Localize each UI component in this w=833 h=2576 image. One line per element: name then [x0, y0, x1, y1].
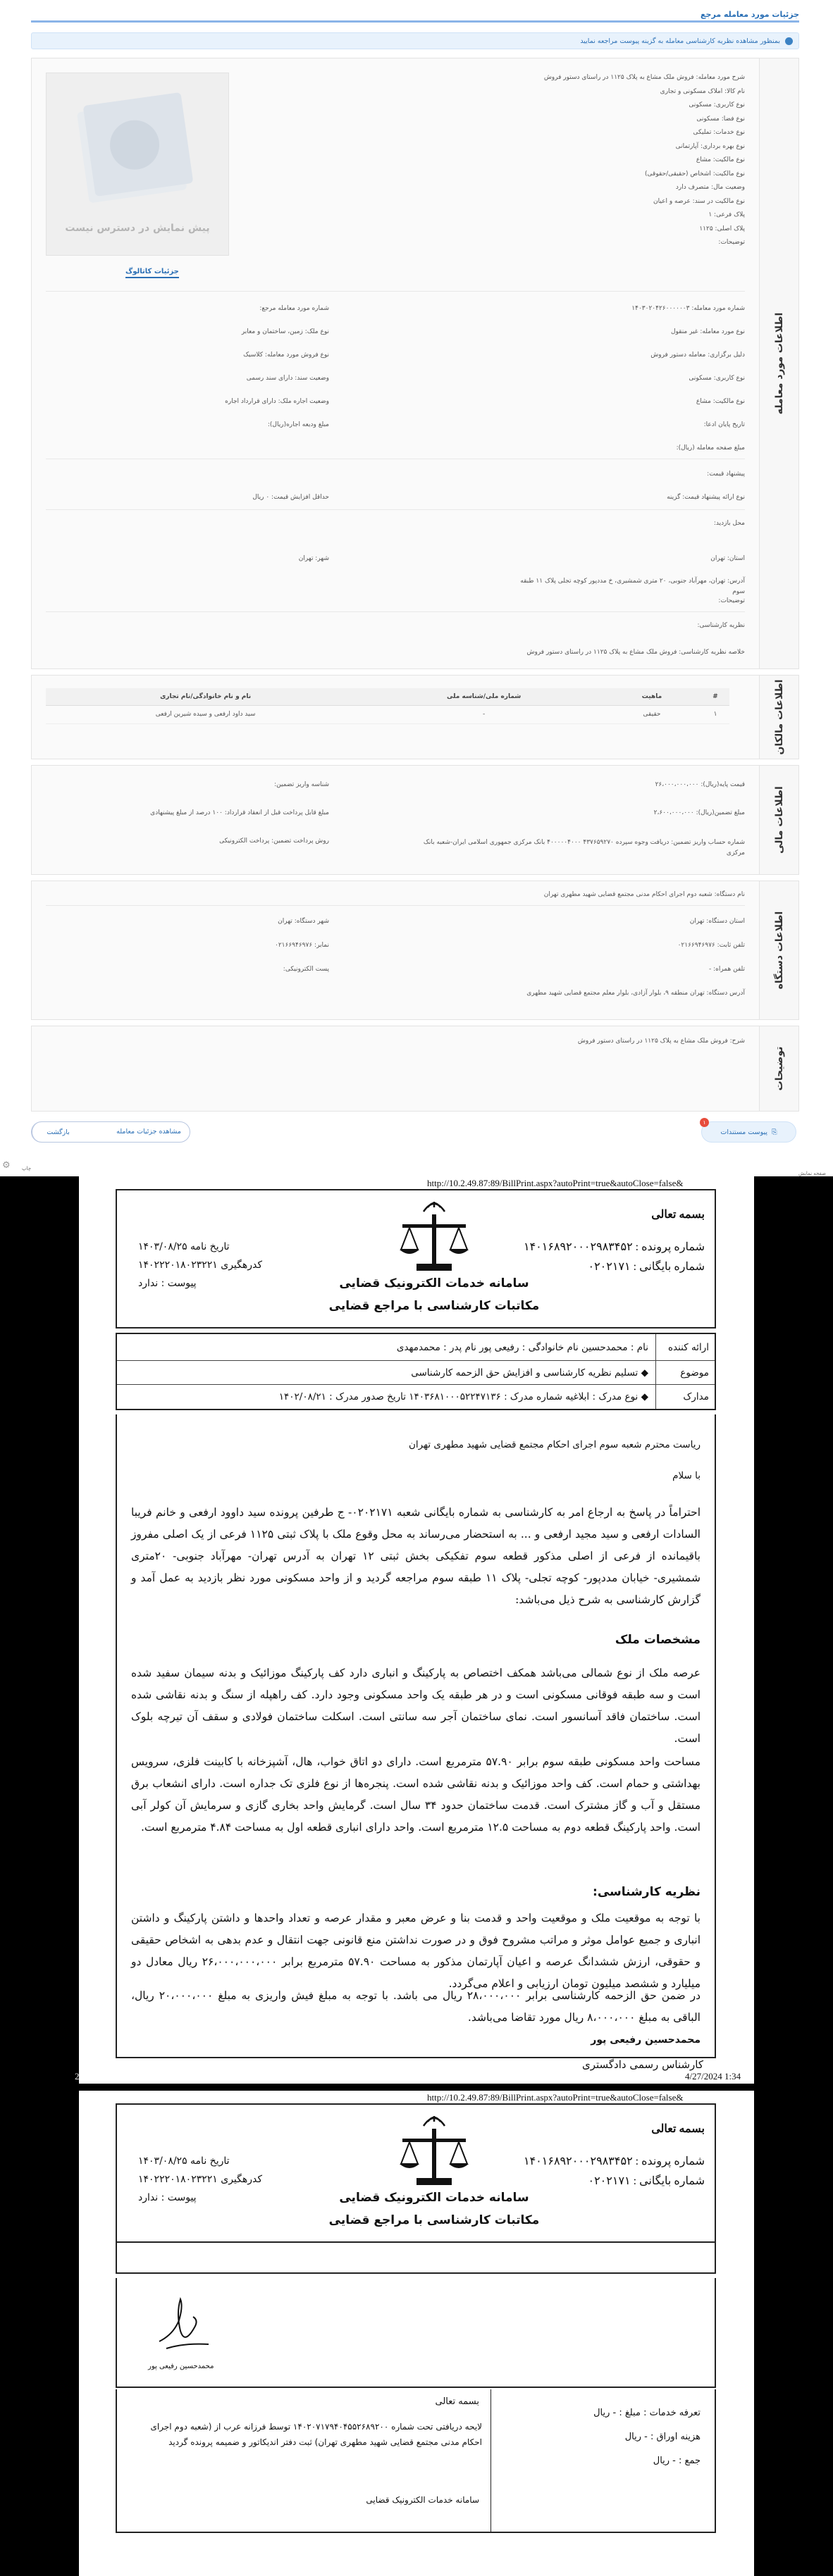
- basmala: بسمه تعالی: [651, 1209, 705, 1221]
- justice-emblem-icon: [395, 1199, 473, 1276]
- table-cell: ۱: [701, 705, 729, 723]
- intro-paragraph: احتراماً در پاسخ به ارجاع امر به کارشناسی به شماره بایگانی شعبه ۰۲۰۲۱۷۱- ج طرفین پرونده سید داوود ارفعی و خانم فریبا السادات ارفعی و سید مجید ارفعی و ... به استحضار می‌رساند به محل وقوع ملک با پلاک ثبتی ۱۱۲۵ فرعی از یک اصلی مفروز باقیمانده از فرعی از اصلی مذکور قطعه سوم تفکیکی بخش ثبتی ۱۲ تهران به آدرس تهران- مهرآباد جنوبی- ۲۰متری شمشیری- خیابان مددپور- کوچه تجلی- پلاک ۱۱ طبقه سوم مراجعه گردید و از واحد مسکونی مورد نظر بازدید به عمل آمد و گزارش کارشناسی به شرح ذیل می‌باشد:: [131, 1506, 701, 1606]
- office-field: آدرس دستگاه: تهران منطقه ۹، بلوار آزادی، بلوار معلم مجتمع قضایی شهید مطهری: [526, 990, 745, 997]
- signer-title: کارشناس رسمی دادگستری: [581, 2058, 703, 2071]
- attachments-count-badge: ۱: [700, 1118, 709, 1127]
- basmala: بسمه تعالی: [651, 2123, 705, 2135]
- print-time: 4/27/2024 1:34: [685, 2071, 741, 2082]
- deal-field: وضعیت اجاره ملک: دارای قرارداد اجاره: [225, 398, 329, 405]
- office-field: پست الکترونیکی:: [283, 966, 329, 973]
- fee-amount: تعرفه خدمات : مبلغ : - ریال: [593, 2408, 701, 2418]
- expert-label: نظریه کارشناسی:: [697, 622, 745, 629]
- deal-field: تاریخ پایان ادعا:: [703, 421, 745, 428]
- deal-field: نوع کاربری: مسکونی: [689, 101, 745, 108]
- receipt-box: [116, 2389, 716, 2533]
- visit-city: شهر: تهران: [298, 555, 329, 562]
- finance-field: مبلغ قابل پرداخت قبل از انعقاد قرارداد: ۱۰۰ درصد از مبلغ پیشنهادی: [150, 809, 329, 816]
- owners-section: [31, 675, 799, 759]
- column-header: ماهیت: [603, 688, 701, 705]
- letter-date: تاریخ نامه ۱۴۰۳/۰۸/۲۵: [138, 1241, 230, 1252]
- deal-field: نوع بهره برداری: آپارتمانی: [675, 142, 745, 150]
- attachment-status: پیوست : ندارد: [138, 1278, 197, 1289]
- settings-icon[interactable]: ⚙: [2, 1160, 11, 1171]
- deal-field: شماره مورد معامله مرجع:: [259, 305, 329, 312]
- deal-field: نام کالا: املاک مسکونی و تجاری: [660, 87, 745, 95]
- specs-paragraph: عرصه ملک از نوع شمالی می‌باشد همکف اختصاص به پارکینگ و انباری دارد کف پارکینگ موزائیک و بدنه سیمان سفید شده است و سه طبقه فوقانی مسکونی است و در هر طبقه یک واحد مسکونی وجود دارد. کف راهپله از سنگ و بدنه نقاشی شده است. ساختمان فاقد آسانسور است. نمای ساختمان آجر سه سانتی است. اسکلت ساختمان فولادی و سقف آن تیرچه بلوک است.: [131, 1667, 701, 1745]
- proposal-label: پیشنهاد قیمت:: [707, 471, 745, 478]
- opinion-heading: نظریه کارشناسی:: [593, 1885, 701, 1899]
- print-url: http://10.2.49.87:89/BillPrint.aspx?autoPrint=true&autoClose=false&: [427, 1178, 684, 1188]
- finance-field: روش پرداخت تضمین: پرداخت الکترونیکی: [219, 838, 329, 845]
- deal-field: نوع کاربری: مسکونی: [689, 375, 745, 382]
- image-placeholder: پیش نمایش در دسترس نیست: [46, 73, 229, 256]
- file-number: شماره پرونده : ۱۴۰۱۶۸۹۲۰۰۰۲۹۸۳۴۵۲: [523, 2155, 705, 2167]
- deal-field: وضعیت سند: دارای سند رسمی: [246, 375, 329, 382]
- finance-field: شناسه واریز تضمین:: [274, 781, 329, 788]
- page-title: جزئیات مورد معامله مرجع: [701, 10, 799, 19]
- deal-info-section: [31, 58, 799, 669]
- section-label: اطلاعات مالکان: [759, 676, 798, 759]
- section-label: توضیحات: [759, 1026, 798, 1111]
- print-url: http://10.2.49.87:89/BillPrint.aspx?autoPrint=true&autoClose=false&: [427, 2092, 684, 2103]
- letter-meta-grid: [116, 1333, 716, 1410]
- description-text: شرح: فروش ملک مشاع به پلاک ۱۱۲۵ در راستای دستور فروش: [577, 1038, 745, 1045]
- signer-name: محمدحسین رفیعی پور: [591, 2034, 701, 2046]
- document-viewer[interactable]: [0, 1176, 833, 2576]
- letter-page-1: [75, 1176, 754, 2084]
- documents-value: ◆ نوع مدرک : ابلاغیه شماره مدرک : ۱۴۰۳۶۸۱۰۰۰۵۲۲۴۷۱۳۶ تاریخ صدور مدرک : ۱۴۰۲/۰۸/۲۱: [278, 1391, 648, 1402]
- submitter-value: نام : محمدحسین نام خانوادگی : رفیعی پور نام پدر : محمدمهدی: [396, 1341, 648, 1353]
- deal-details-page: [0, 0, 833, 1176]
- unit-paragraph: مساحت واحد مسکونی طبقه سوم برابر ۵۷.۹۰ مترمربع است. دارای دو اتاق خواب، هال، آشپزخانه با کابینت فلزی، سرویس بهداشتی و حمام است. کف واحد موزائیک و بدنه نقاشی شده است. پنجره‌ها از نوع فلزی تک جداره است. دارای انشعاب برق مستقل و آب و گاز مشترک است. قدمت ساختمان حدود ۳۴ سال است. گرمایش واحد بخاری گازی و سرمایش آن کولر آبی است. واحد پارکینگ قطعه دوم به مساحت ۱۲.۵ مترمربع است. واحد دارای انباری قطعه اول به مساحت ۴.۸۴ مترمربع است.: [131, 1755, 701, 1834]
- expert-summary: خلاصه نظریه کارشناسی: فروش ملک مشاع به پلاک ۱۱۲۵ در راستای دستور فروش: [526, 649, 745, 656]
- letter-header: [116, 2103, 716, 2243]
- visit-province: استان: تهران: [710, 555, 745, 562]
- info-icon: [785, 37, 793, 45]
- no-image-icon: [83, 92, 194, 197]
- view-details-button[interactable]: مشاهده جزئیات معامله: [116, 1128, 181, 1135]
- column-header: نام و نام خانوادگی/نام تجاری: [46, 688, 365, 705]
- opinion-paragraph: با توجه به موقعیت ملک و موقعیت واحد و قدمت بنا و عرض معبر و مقدار عرصه و تعداد واحدها و داشتن پارکینگ و داشتن انباری و جمیع عوامل موثر و مراتب مشروح فوق و در صورت نداشتن منع قانونی جهت انتقال و عدم بدهی به اشخاص حقیقی و حقوقی، ارزش ششدانگ عرصه و اعیان آپارتمان مذکور به مساحت ۵۷.۹۰ مترمربع برابر ۲۶،۰۰۰،۰۰۰،۰۰۰ ریال معادل دو میلیارد و ششصد میلیون تومان ارزیابی و اعلام می‌گردد.: [131, 1912, 701, 1990]
- tracking-code: کدرهگیری ۱۴۰۲۲۲۰۱۸۰۲۳۲۲۱: [138, 2174, 263, 2185]
- archive-number: شماره بایگانی : ۰۲۰۲۱۷۱: [588, 1261, 705, 1273]
- org-name: سامانه خدمات الکترونیک قضایی: [339, 1276, 529, 1290]
- deal-field: نوع مالکیت: اشخاص (حقیقی/حقوقی): [645, 170, 745, 178]
- finance-section: [31, 765, 799, 875]
- deal-field: دلیل برگزاری: معامله دستور فروش: [650, 351, 745, 359]
- catalog-details-link[interactable]: جزئیات کاتالوگ: [125, 268, 179, 278]
- min-increase: حداقل افزایش قیمت: ۰ ریال: [252, 494, 329, 501]
- signature-name: محمدحسین رفیعی پور: [148, 2363, 214, 2370]
- section-label: اطلاعات مورد معامله: [759, 58, 798, 668]
- table-row: [46, 705, 729, 723]
- office-field: تلفن همراه: -: [708, 966, 745, 973]
- blank-row: [116, 2243, 716, 2274]
- column-header: شماره ملی/شناسه ملی: [365, 688, 603, 705]
- letter-body: [116, 1414, 716, 2058]
- office-section: [31, 881, 799, 1020]
- corner-label: چاپ: [22, 1166, 32, 1171]
- greeting: با سلام: [672, 1470, 701, 1481]
- deal-field: پلاک فرعی: ۱: [708, 211, 745, 218]
- letter-page-2: [79, 2091, 754, 2576]
- visit-address: آدرس: تهران، مهرآباد جنوبی، ۲۰ متری شمشیری، خ مددپور کوچه تجلی پلاک ۱۱ طبقه سوم: [520, 578, 745, 595]
- deal-field: شماره مورد معامله: ۱۴۰۳۰۲۰۴۲۶۰۰۰۰۰۰۳: [631, 305, 745, 312]
- specs-heading: مشخصات ملک: [615, 1633, 701, 1647]
- org-subtitle: مکاتبات کارشناسی با مراجع قضایی: [328, 2213, 540, 2227]
- subject-value: ◆ تسلیم نظریه کارشناسی و افزایش حق الزحمه کارشناسی: [411, 1367, 648, 1379]
- alert-text: بمنظور مشاهده نظریه کارشناسی معامله به گزینه پیوست مراجعه نمایید: [580, 37, 780, 45]
- paperclip-icon: ⎘: [772, 1128, 777, 1136]
- paper-fee: هزینه اوراق : - ریال: [624, 2432, 701, 2442]
- page-number: 2: [75, 2071, 80, 2082]
- section-label: اطلاعات مالی: [759, 766, 798, 874]
- attachment-status: پیوست : ندارد: [138, 2192, 197, 2203]
- table-cell: سید داود ارفعی و سیده شیرین ارفعی: [46, 705, 365, 723]
- deal-field: مبلغ صفحه معامله (ریال):: [676, 444, 745, 452]
- deal-field: نوع مالکیت در سند: عرصه و اعیان: [653, 197, 745, 205]
- page-header: [31, 7, 799, 23]
- deal-field: نوع مورد معامله: غیر منقول: [670, 328, 745, 335]
- proposal-type: نوع ارائه پیشنهاد قیمت: گزینه: [667, 494, 745, 501]
- deal-field: نوع فروش مورد معامله: کلاسیک: [243, 351, 329, 359]
- salutation: ریاست محترم شعبه سوم اجرای احکام مجتمع قضایی شهید مطهری تهران: [409, 1439, 701, 1450]
- total-fee: جمع : - ریال: [653, 2456, 701, 2466]
- deal-field: نوع مالکیت: مشاع: [696, 398, 745, 405]
- submitter-label: ارائه کننده: [655, 1334, 715, 1360]
- address-desc: توضیحات:: [718, 597, 745, 604]
- office-field: تلفن ثابت: ۰۲۱۶۶۹۴۶۹۷۶: [677, 942, 745, 949]
- office-field: شهر دستگاه: تهران: [278, 918, 329, 925]
- description-section: [31, 1026, 799, 1112]
- visit-label: محل بازدید:: [713, 520, 745, 527]
- documents-label: مدارک: [655, 1385, 715, 1409]
- tracking-code: کدرهگیری ۱۴۰۲۲۲۰۱۸۰۲۳۲۲۱: [138, 1259, 263, 1271]
- handwritten-signature: [152, 2292, 216, 2356]
- office-field: نمابر: ۰۲۱۶۶۹۴۶۹۷۶: [274, 942, 329, 949]
- finance-field: شماره حساب واریز تضمین: دریافت وجوه سپرده ۴۳۷۶۵۹۲۷۰ ۴۰۰۰۰۰۴۰۰۰ بانک مرکزی جمهوری اسلامی ایران-شعبه بانک مرکزی: [423, 839, 745, 857]
- office-field: استان دستگاه: تهران: [689, 918, 745, 925]
- signature-box: [116, 2278, 716, 2388]
- attachments-button[interactable]: ۱ ⎘ پیوست مستندات: [701, 1121, 796, 1143]
- deal-field: نوع خدمات: تملیکی: [693, 129, 745, 136]
- table-cell: -: [365, 705, 603, 723]
- deal-field: مبلغ ودیعه اجاره(ریال):: [267, 421, 329, 428]
- justice-emblem-icon: [395, 2113, 473, 2191]
- deal-field: شرح مورد معامله: فروش ملک مشاع به پلاک ۱۱۲۵ در راستای دستور فروش: [543, 74, 745, 81]
- deal-field: نوع ملک: زمین، ساختمان و معابر: [241, 328, 329, 335]
- finance-field: قیمت پایه(ریال): ۲۶،۰۰۰،۰۰۰،۰۰۰: [655, 781, 745, 788]
- org-name: سامانه خدمات الکترونیک قضایی: [339, 2191, 529, 2205]
- return-button[interactable]: بازگشت: [32, 1122, 84, 1142]
- deal-field: وضعیت مال: متصرف دارد: [675, 184, 745, 191]
- receipt-org: سامانه خدمات الکترونیک قضایی: [366, 2495, 479, 2505]
- receipt-title: بسمه تعالی: [435, 2396, 479, 2407]
- edge-label: صفحه نمایش: [798, 1171, 826, 1176]
- section-label: اطلاعات دستگاه: [759, 881, 798, 1019]
- deal-field: توضیحات:: [718, 239, 745, 246]
- file-number: شماره پرونده : ۱۴۰۱۶۸۹۲۰۰۰۲۹۸۳۴۵۲: [523, 1241, 705, 1253]
- fee-paragraph: در ضمن حق الزحمه کارشناسی برابر ۲۸،۰۰۰،۰۰۰ ریال می باشد. با توجه به مبلغ فیش واریزی به مبلغ ۲۰،۰۰۰،۰۰۰ ریال، الباقی به مبلغ ۸،۰۰۰،۰۰۰ ریال مورد تقاضا می‌باشد.: [131, 1989, 701, 2024]
- receipt-text: لایحه دریافتی تحت شماره ۱۴۰۲۰۷۱۷۹۴۰۴۵۵۲۶۸۹۲۰۰ توسط فرزانه عرب از (شعبه دوم اجرای احکام مدنی مجتمع قضایی شهید مطهری تهران) ثبت دفتر اندیکاتور و ضمیمه پرونده گردید: [150, 2422, 482, 2447]
- letter-header: [116, 1189, 716, 1329]
- deal-field: نوع مالکیت: مشاع: [696, 156, 745, 163]
- office-name: نام دستگاه: شعبه دوم اجرای احکام مدنی مجتمع قضایی شهید مطهری تهران: [543, 891, 745, 898]
- info-alert: [31, 32, 799, 49]
- table-cell: حقیقی: [603, 705, 701, 723]
- deal-field: نوع فضا: مسکونی: [696, 115, 745, 123]
- subject-label: موضوع: [655, 1361, 715, 1384]
- deal-actions: [31, 1121, 190, 1143]
- org-subtitle: مکاتبات کارشناسی با مراجع قضایی: [328, 1299, 540, 1313]
- finance-field: مبلغ تضمین(ریال): ۲،۶۰۰،۰۰۰،۰۰۰: [653, 809, 745, 816]
- column-header: #: [701, 688, 729, 705]
- owners-table: [46, 688, 729, 724]
- deal-field: پلاک اصلی: ۱۱۲۵: [699, 225, 745, 232]
- letter-date: تاریخ نامه ۱۴۰۳/۰۸/۲۵: [138, 2155, 230, 2167]
- archive-number: شماره بایگانی : ۰۲۰۲۱۷۱: [588, 2175, 705, 2187]
